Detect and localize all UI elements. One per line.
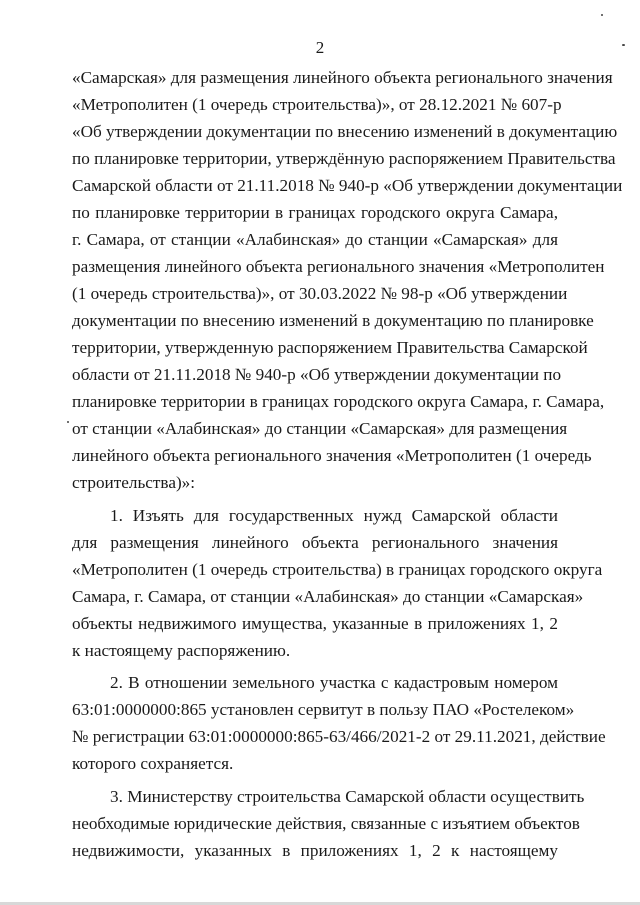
text-line: области от 21.11.2018 № 940-р «Об утверждении документации по — [72, 365, 562, 384]
text-line: от станции «Алабинская» до станции «Самарская» для размещения — [72, 419, 568, 438]
text-line: 63:01:0000000:865 установлен сервитут в пользу ПАО «Ростелеком» — [72, 700, 575, 719]
text-line: которого сохраняется. — [72, 754, 234, 773]
text-line: г. Самара, от станции «Алабинская» до станции «Самарская» для — [72, 230, 558, 249]
scan-speck — [67, 421, 69, 423]
text-line: размещения линейного объекта регионального значения «Метрополитен — [72, 257, 605, 276]
text-line: планировке территории в границах городского округа Самара, г. Самара, — [72, 392, 605, 411]
text-line: «Метрополитен (1 очередь строительства) в границах городского округа — [72, 560, 603, 579]
text-line: № регистрации 63:01:0000000:865-63/466/2021-2 от 29.11.2021, действие — [72, 727, 606, 746]
text-line: для размещения линейного объекта регионального значения — [72, 533, 558, 552]
text-line: «Самарская» для размещения линейного объекта регионального значения — [72, 68, 613, 87]
text-line: (1 очередь строительства)», от 30.03.2022 № 98-р «Об утверждении — [72, 284, 568, 303]
text-line: необходимые юридические действия, связанные с изъятием объектов — [72, 814, 580, 833]
text-line: территории, утвержденную распоряжением Правительства Самарской — [72, 338, 588, 357]
scan-speck — [601, 14, 603, 16]
paragraph-2-first-line: 2. В отношении земельного участка с кадастровым номером — [110, 673, 558, 692]
text-line: «Метрополитен (1 очередь строительства)», от 28.12.2021 № 607-р — [72, 95, 562, 114]
text-line: линейного объекта регионального значения «Метрополитен (1 очередь — [72, 446, 592, 465]
paragraph-1-first-line: 1. Изъять для государственных нужд Самарской области — [110, 506, 558, 525]
text-line: документации по внесению изменений в документацию по планировке — [72, 311, 594, 330]
text-line: строительства)»: — [72, 473, 196, 492]
text-line: к настоящему распоряжению. — [72, 641, 291, 660]
paragraph-3-first-line: 3. Министерству строительства Самарской области осуществить — [110, 787, 585, 806]
text-line: объекты недвижимого имущества, указанные в приложениях 1, 2 — [72, 614, 558, 633]
scan-speck — [622, 44, 625, 46]
page-number: 2 — [315, 38, 325, 57]
text-line: по планировке территории, утверждённую распоряжением Правительства — [72, 149, 616, 168]
text-line: Самара, г. Самара, от станции «Алабинская» до станции «Самарская» — [72, 587, 584, 606]
text-line: Самарской области от 21.11.2018 № 940-р «Об утверждении документации — [72, 176, 623, 195]
text-line: «Об утверждении документации по внесению изменений в документацию — [72, 122, 618, 141]
text-line: недвижимости, указанных в приложениях 1, 2 к настоящему — [72, 841, 558, 860]
text-line: по планировке территории в границах городского округа Самара, — [72, 203, 558, 222]
